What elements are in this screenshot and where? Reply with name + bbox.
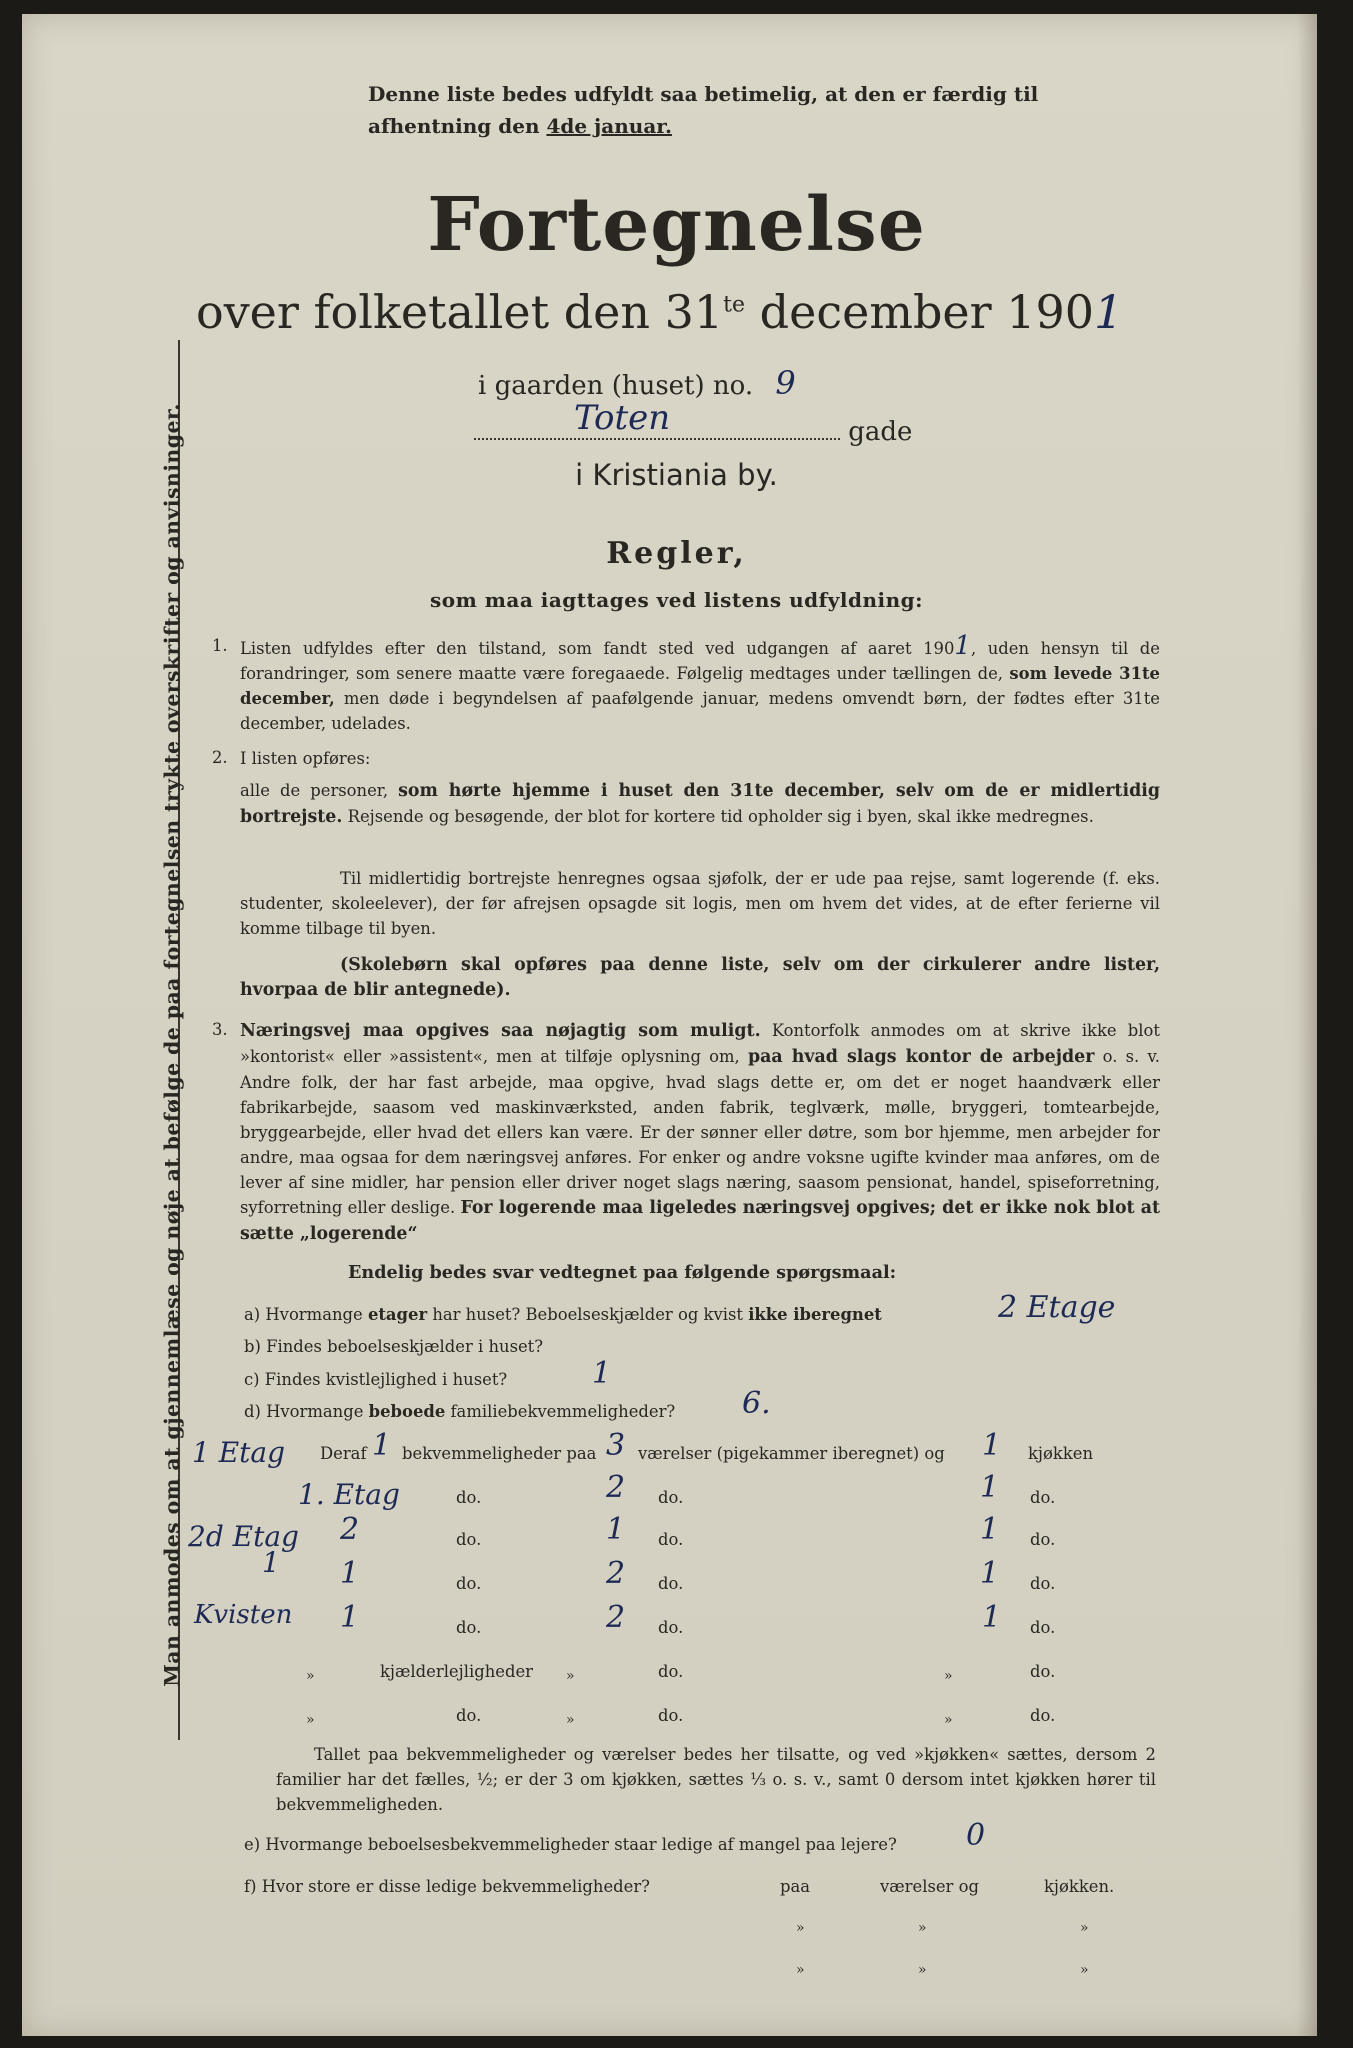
dot-mark: »	[918, 1920, 929, 1936]
last-row-do-1: do.	[456, 1706, 482, 1725]
footnote: Tallet paa bekvemmeligheder og værelser bedes her tilsatte, og ved »kjøkken« sættes, dersom 2 familier har det fælles, ½; er der 3 om kjøkken, sættes ⅓ o. s. v., samt 0 dersom intet kjøkken hører til bekvemmeligheden.	[276, 1745, 1156, 1814]
row-5-do-1: do.	[456, 1618, 482, 1637]
answer-d-handwritten: 6.	[742, 1386, 771, 1421]
row-3-kitchen-handwritten: 1	[980, 1512, 1000, 1547]
rule-1-bold: som levede 31te december,	[240, 664, 1160, 708]
city-line: i Kristiania by.	[575, 458, 778, 492]
rule-3-text-b: o. s. v. Andre folk, der har fast arbejde, maa opgive, hvad slags dette er, om det er noget haandværk eller fabrikarbejde, saasom ved maskinværksted, anden fabrik, teglværk, mølle, bryggeri, tomtearbejde, bryggearbejde, eller hvad det ellers kan være. Er der sønner eller døtre, som bor hjemme, men arbejder for andre, maa ogsaa for dem næringsvej anføres. For enker og andre voksne ugifte kvinder maa anføres, om de lever af sine midler, har pension eller driver noget slags næring, saasom pensionat, handel, spiseforretning, syforretning eller deslige.	[240, 1047, 1160, 1217]
dot-mark: »	[796, 1920, 807, 1936]
notice	[368, 78, 1168, 142]
row-5-do-2: do.	[658, 1618, 684, 1637]
row-4-margin-handwritten: 1	[262, 1546, 280, 1579]
rule-1-number: 1.	[212, 636, 228, 655]
row-4-rooms-handwritten: 2	[606, 1556, 626, 1591]
rule-3-text-a: Kontorfolk anmodes om at skrive ikke blot »kontorist« eller »assistent«, men at tilføje oplysning om,	[240, 1021, 1160, 1066]
dot-mark: »	[944, 1668, 955, 1684]
kjaelder-do-1: do.	[658, 1662, 684, 1681]
rule-2	[240, 778, 1160, 830]
row-1-count-handwritten: 1	[372, 1428, 392, 1463]
row-4-kitchen-handwritten: 1	[980, 1556, 1000, 1591]
rule-3-bold-1: Næringsvej maa opgives saa nøjagtig som muligt.	[240, 1021, 761, 1041]
subtitle-year-handwritten: 1	[1094, 285, 1124, 339]
question-d	[244, 1402, 675, 1421]
row-3-do-3: do.	[1030, 1530, 1056, 1549]
question-e	[244, 1835, 897, 1854]
rule-2-paragraph-2: Til midlertidig bortrejste henregnes ogsaa sjøfolk, der er ude paa rejse, samt logerende (f. eks. studenter, skoleelever), der før afrejsen opsagde sit logis, men om hvem det vides, at de efter ferierne vil komme tilbage til byen.	[240, 869, 1160, 938]
row-1-kitchen-handwritten: 1	[982, 1428, 1002, 1463]
last-row-do-2: do.	[658, 1706, 684, 1725]
subtitle-suffix: december 190	[745, 285, 1095, 339]
row-4-count-handwritten: 1	[340, 1556, 360, 1591]
question-f-text: Hvor store er disse ledige bekvemmeligheder?	[261, 1877, 650, 1896]
question-a-label: a)	[244, 1305, 261, 1324]
row-2-kitchen-handwritten: 1	[980, 1470, 1000, 1505]
rule-3-bold-3: For logerende maa ligeledes næringsvej opgives; det er ikke nok blot at sætte „logerende“	[240, 1198, 1160, 1244]
dot-mark: »	[918, 1962, 929, 1978]
row-2-rooms-handwritten: 2	[606, 1470, 626, 1505]
notice-date: 4de januar.	[546, 114, 672, 138]
question-a-bold-2: ikke iberegnet	[748, 1305, 882, 1324]
rule-2-number: 2.	[212, 748, 228, 767]
question-e-label: e)	[244, 1835, 261, 1854]
row-1-rooms-handwritten: 3	[606, 1428, 626, 1463]
question-d-bold: beboede	[368, 1402, 446, 1421]
question-f-label: f)	[244, 1877, 257, 1896]
row-3-count-handwritten: 2	[340, 1512, 360, 1547]
last-row-do-3: do.	[1030, 1706, 1056, 1725]
question-e-text: Hvormange beboelsesbekvemmeligheder staar ledige af mangel paa lejere?	[265, 1835, 897, 1854]
question-a-text-mid: har huset? Beboelseskjælder og kvist	[432, 1305, 743, 1324]
row-3-margin-handwritten: 2d Etag	[188, 1520, 299, 1553]
question-a	[244, 1305, 882, 1324]
answer-a-handwritten: 2 Etage	[998, 1290, 1116, 1325]
row-1-margin-handwritten: 1 Etag	[192, 1436, 286, 1469]
rule-3	[240, 1018, 1160, 1247]
question-f-vaerelser: værelser og	[880, 1877, 979, 1896]
table-kjokken-label: kjøkken	[1028, 1444, 1094, 1463]
question-f	[244, 1877, 650, 1896]
rule-3-bold-2: paa hvad slags kontor de arbejder	[748, 1047, 1095, 1067]
dot-mark: »	[1080, 1920, 1091, 1936]
row-2-do-2: do.	[658, 1488, 684, 1507]
side-note: Man anmodes om at gjennemlæse og nøje at befølge de paa fortegnelsen trykte overskrifter og anvisninger.	[160, 403, 184, 1687]
gaarden-label: i gaarden (huset) no.	[478, 371, 754, 401]
question-b-text: Findes beboelseskjælder i huset?	[266, 1337, 544, 1356]
dot-mark: »	[796, 1962, 807, 1978]
row-4-do-1: do.	[456, 1574, 482, 1593]
rule-1-text-a: Listen udfyldes efter den tilstand, som fandt sted ved udgangen af aaret 190	[240, 639, 955, 658]
row-5-rooms-handwritten: 2	[606, 1600, 626, 1635]
answer-c-handwritten: 1	[592, 1356, 612, 1391]
rule-2-text-b: Rejsende og besøgende, der blot for kortere tid opholder sig i byen, skal ikke medregnes.	[347, 807, 1094, 826]
kjaelder-do-2: do.	[1030, 1662, 1056, 1681]
subtitle	[196, 285, 1123, 339]
gade-line	[474, 398, 913, 447]
dot-mark: »	[306, 1712, 317, 1728]
kjaelder-label: kjælderlejligheder	[380, 1662, 533, 1681]
rule-1-year-handwritten: 1	[954, 631, 971, 661]
notice-line-2	[368, 110, 1168, 142]
dot-mark: »	[566, 1668, 577, 1684]
rule-2-bold: som hørte hjemme i huset den 31te december, selv om de er midlertidig bortrejste.	[240, 781, 1161, 827]
subtitle-sup: te	[723, 292, 746, 318]
row-4-do-3: do.	[1030, 1574, 1056, 1593]
rule-1-text-c: men døde i begyndelsen af paafølgende januar, medens omvendt børn, der fødtes efter 31te december, udelades.	[240, 689, 1161, 733]
question-a-bold: etager	[367, 1305, 428, 1324]
table-vaer-label: værelser (pigekammer iberegnet) og	[638, 1444, 945, 1463]
notice-line-1: Denne liste bedes udfyldt saa betimelig, at den er færdig til	[368, 82, 1039, 106]
row-2-do-1: do.	[456, 1488, 482, 1507]
notice-line-2-prefix: afhentning den	[368, 114, 540, 138]
row-3-do-2: do.	[658, 1530, 684, 1549]
rule-1-text-b: , uden hensyn til de forandringer, som senere maatte være foregaaede. Følgelig medtages under tællingen de,	[240, 639, 1160, 683]
gade-dotted-field	[474, 398, 840, 440]
question-d-label: d)	[244, 1402, 261, 1421]
rule-3-number: 3.	[212, 1020, 228, 1039]
rules-heading: Regler,	[606, 536, 747, 571]
question-a-text-pre: Hvormange	[265, 1305, 363, 1324]
question-d-text-mid: familiebekvemmeligheder?	[450, 1402, 676, 1421]
rules-subheading: som maa iagttages ved listens udfyldning:	[429, 588, 924, 612]
question-b	[244, 1337, 543, 1356]
dot-mark: »	[944, 1712, 955, 1728]
table-header-row	[320, 1444, 367, 1463]
row-2-margin-handwritten: 1. Etag	[298, 1478, 400, 1511]
row-5-do-3: do.	[1030, 1618, 1056, 1637]
dot-mark: »	[306, 1668, 317, 1684]
paper-fold-shadow	[1297, 14, 1317, 2036]
row-5-kitchen-handwritten: 1	[982, 1600, 1002, 1635]
gaarden-number-handwritten: 9	[775, 364, 796, 402]
question-d-text-pre: Hvormange	[266, 1402, 364, 1421]
rule-1	[240, 631, 1161, 736]
row-5-margin-handwritten: Kvisten	[194, 1600, 293, 1630]
question-c-text: Findes kvistlejlighed i huset?	[264, 1370, 508, 1389]
table-deraf: Deraf	[320, 1444, 367, 1463]
row-2-do-3: do.	[1030, 1488, 1056, 1507]
question-c	[244, 1370, 507, 1389]
question-f-kjokken: kjøkken.	[1044, 1877, 1115, 1896]
rule-2-paragraph-3: (Skolebørn skal opføres paa denne liste, selv om der cirkulerer andre lister, hvorpaa de blir antegnede).	[240, 955, 1160, 1000]
row-3-rooms-handwritten: 1	[606, 1512, 626, 1547]
rule-2-intro: I listen opføres:	[240, 749, 371, 768]
page-title: Fortegnelse	[427, 182, 926, 268]
row-5-count-handwritten: 1	[340, 1600, 360, 1635]
dot-mark: »	[566, 1712, 577, 1728]
rule-2-text-a: alle de personer,	[240, 781, 389, 800]
gaarden-line	[478, 364, 796, 402]
question-c-label: c)	[244, 1370, 260, 1389]
questions-heading: Endelig bedes svar vedtegnet paa følgende spørgsmaal:	[348, 1262, 897, 1283]
table-bekv-label: bekvemmeligheder paa	[402, 1444, 597, 1463]
row-4-do-2: do.	[658, 1574, 684, 1593]
answer-e-handwritten: 0	[966, 1818, 986, 1853]
gade-name-handwritten: Toten	[574, 398, 671, 438]
question-f-paa: paa	[780, 1877, 811, 1896]
gade-label: gade	[848, 417, 913, 447]
subtitle-prefix: over folketallet den 31	[196, 285, 724, 339]
question-b-label: b)	[244, 1337, 261, 1356]
row-3-do-1: do.	[456, 1530, 482, 1549]
dot-mark: »	[1080, 1962, 1091, 1978]
